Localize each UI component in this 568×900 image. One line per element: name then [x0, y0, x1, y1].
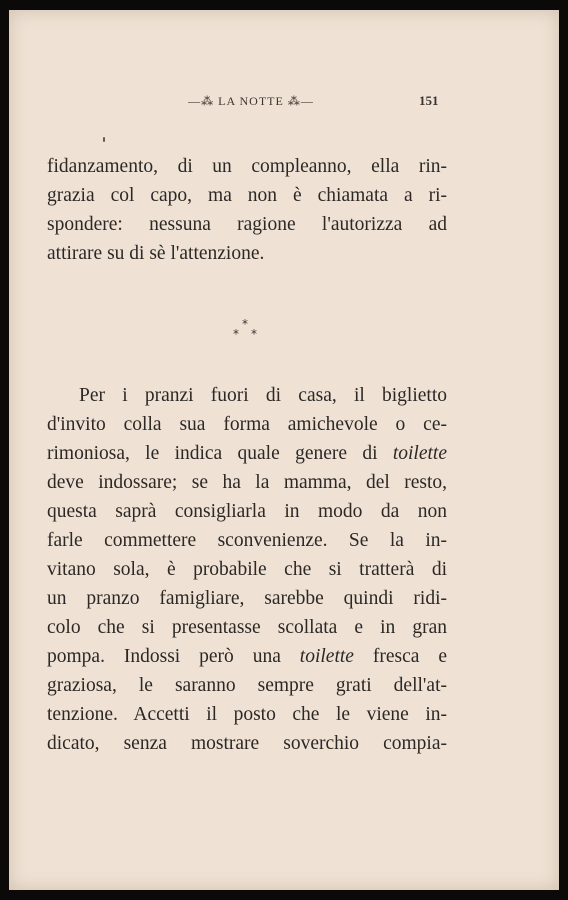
- print-speck: [103, 137, 105, 142]
- text-line: attirare su di sè l'attenzione.: [47, 243, 265, 264]
- text-line: spondere: nessuna ragione l'autorizza ad: [47, 214, 447, 235]
- page-number: 151: [419, 93, 439, 108]
- italic-term: toilette: [392, 443, 447, 464]
- line-text: pompa. Indossi però una: [47, 646, 300, 667]
- text-line: graziosa, le saranno sempre grati dell'at-: [47, 675, 447, 696]
- ornament-star: *: [242, 317, 248, 331]
- text-line: dicato, senza mostrare soverchio compia-: [47, 733, 447, 754]
- asterism-ornament: [229, 318, 269, 348]
- text-line: [47, 381, 447, 410]
- ornament-star: *: [233, 327, 239, 341]
- running-head: [9, 91, 559, 113]
- running-title: —⁂ LA NOTTE ⁂—: [188, 94, 314, 108]
- line-text: Per i pranzi fuori di casa, il biglietto: [79, 385, 447, 406]
- text-line: grazia col capo, ma non è chiamata a ri-: [47, 185, 447, 206]
- text-line: questa saprà consigliarla in modo da non: [47, 501, 447, 522]
- line-text: fresca e: [353, 646, 447, 667]
- text-line: colo che si presentasse scollata e in gran: [47, 617, 447, 638]
- paragraph-continuation: [47, 152, 447, 268]
- text-line: fidanzamento, di un compleanno, ella rin-: [47, 156, 447, 177]
- line-text: rimoniosa, le indica quale genere di: [47, 443, 393, 464]
- text-line: [47, 642, 447, 671]
- text-line: [47, 439, 447, 468]
- text-line: un pranzo famigliare, sarebbe quindi ridi-: [47, 588, 447, 609]
- text-line: d'invito colla sua forma amichevole o ce-: [47, 414, 447, 435]
- text-line: farle commettere sconvenienze. Se la in-: [47, 530, 447, 551]
- paragraph-pranzi: [47, 381, 447, 758]
- italic-term: toilette: [299, 646, 354, 667]
- text-line: vitano sola, è probabile che si tratterà di: [47, 559, 447, 580]
- text-line: tenzione. Accetti il posto che le viene in-: [47, 704, 447, 725]
- book-page: [9, 10, 559, 890]
- ornament-star: *: [251, 327, 257, 341]
- text-line: deve indossare; se ha la mamma, del resto,: [47, 472, 447, 493]
